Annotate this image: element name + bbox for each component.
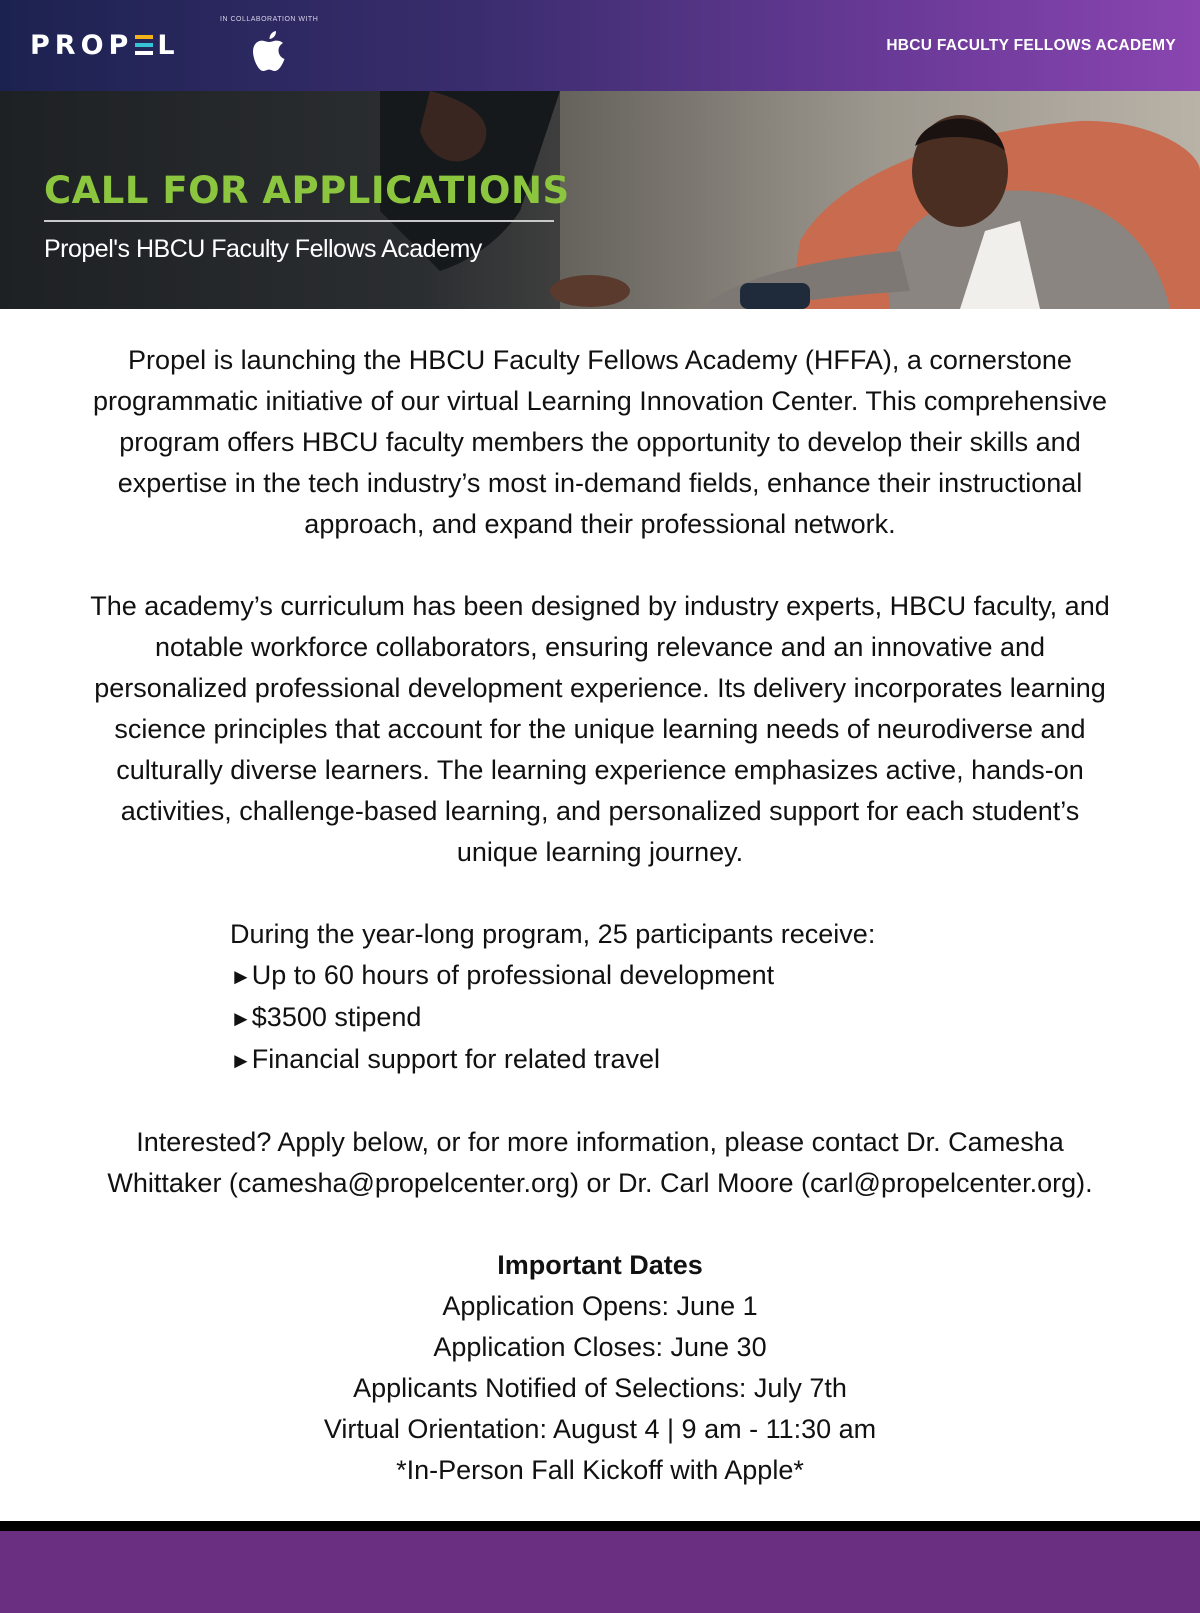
main-content bbox=[0, 340, 1200, 1491]
banner-heading: CALL FOR APPLICATIONS bbox=[44, 169, 570, 212]
bullet-arrow-icon: ► bbox=[230, 1048, 252, 1073]
bullet-arrow-icon: ► bbox=[230, 1006, 252, 1031]
intro-line: approach, and expand their professional network. bbox=[304, 509, 896, 539]
curriculum-line: unique learning journey. bbox=[456, 837, 744, 867]
benefit-text: Financial support for related travel bbox=[251, 1044, 660, 1074]
curriculum-line: culturally diverse learners. The learning experience emphasizes active, hands-on bbox=[116, 755, 1084, 785]
date-item: Virtual Orientation: August 4 | 9 am - 11:30 am bbox=[323, 1414, 877, 1444]
contact-line: Whittaker (camesha@propelcenter.org) or Dr. Carl Moore (carl@propelcenter.org). bbox=[107, 1168, 1093, 1198]
date-item: Application Opens: June 1 bbox=[442, 1291, 758, 1321]
curriculum-line: notable workforce collaborators, ensuring relevance and an innovative and bbox=[154, 632, 1046, 662]
footer-bar bbox=[0, 1531, 1200, 1613]
hero-banner bbox=[0, 91, 1200, 309]
propel-logo[interactable] bbox=[30, 30, 180, 61]
banner-divider bbox=[44, 220, 554, 222]
benefits-intro: During the year-long program, 25 participants receive: bbox=[230, 919, 876, 949]
collaboration-label: IN COLLABORATION WITH bbox=[220, 16, 319, 23]
footer-divider bbox=[0, 1521, 1200, 1531]
banner-subheading: Propel's HBCU Faculty Fellows Academy bbox=[44, 235, 482, 263]
apple-logo-icon bbox=[252, 30, 286, 72]
curriculum-line: activities, challenge-based learning, and personalized support for each student’s bbox=[120, 796, 1080, 826]
logo-tail: L bbox=[157, 30, 180, 61]
top-bar bbox=[0, 0, 1200, 91]
intro-paragraph bbox=[0, 340, 1200, 545]
logo-e-mark bbox=[135, 35, 153, 55]
date-item: *In-Person Fall Kickoff with Apple* bbox=[396, 1455, 804, 1485]
important-dates bbox=[0, 1245, 1200, 1491]
curriculum-line: personalized professional development experience. Its delivery incorporates learning bbox=[94, 673, 1106, 703]
intro-line: Propel is launching the HBCU Faculty Fellows Academy (HFFA), a cornerstone bbox=[128, 345, 1072, 375]
program-title: HBCU FACULTY FELLOWS ACADEMY bbox=[886, 37, 1176, 54]
intro-line: programmatic initiative of our virtual Learning Innovation Center. This comprehensive bbox=[92, 386, 1108, 416]
list-item bbox=[230, 1039, 1200, 1081]
benefit-text: Up to 60 hours of professional development bbox=[251, 960, 775, 990]
bullet-arrow-icon: ► bbox=[230, 964, 252, 989]
curriculum-paragraph bbox=[0, 586, 1200, 873]
contact-paragraph bbox=[0, 1122, 1200, 1204]
contact-line: Interested? Apply below, or for more information, please contact Dr. Camesha bbox=[136, 1127, 1064, 1157]
curriculum-line: science principles that account for the unique learning needs of neurodiverse and bbox=[114, 714, 1086, 744]
dates-heading: Important Dates bbox=[497, 1250, 703, 1280]
logo-text: PROP bbox=[30, 30, 134, 61]
list-item bbox=[230, 997, 1200, 1039]
date-item: Applicants Notified of Selections: July 7th bbox=[353, 1373, 847, 1403]
benefits-list bbox=[230, 914, 1200, 1081]
date-item: Application Closes: June 30 bbox=[433, 1332, 767, 1362]
list-item bbox=[230, 955, 1200, 997]
curriculum-line: The academy’s curriculum has been designed by industry experts, HBCU faculty, and bbox=[90, 591, 1110, 621]
intro-line: program offers HBCU faculty members the opportunity to develop their skills and bbox=[119, 427, 1081, 457]
intro-line: expertise in the tech industry’s most in-demand fields, enhance their instructional bbox=[117, 468, 1083, 498]
benefit-text: $3500 stipend bbox=[251, 1002, 422, 1032]
